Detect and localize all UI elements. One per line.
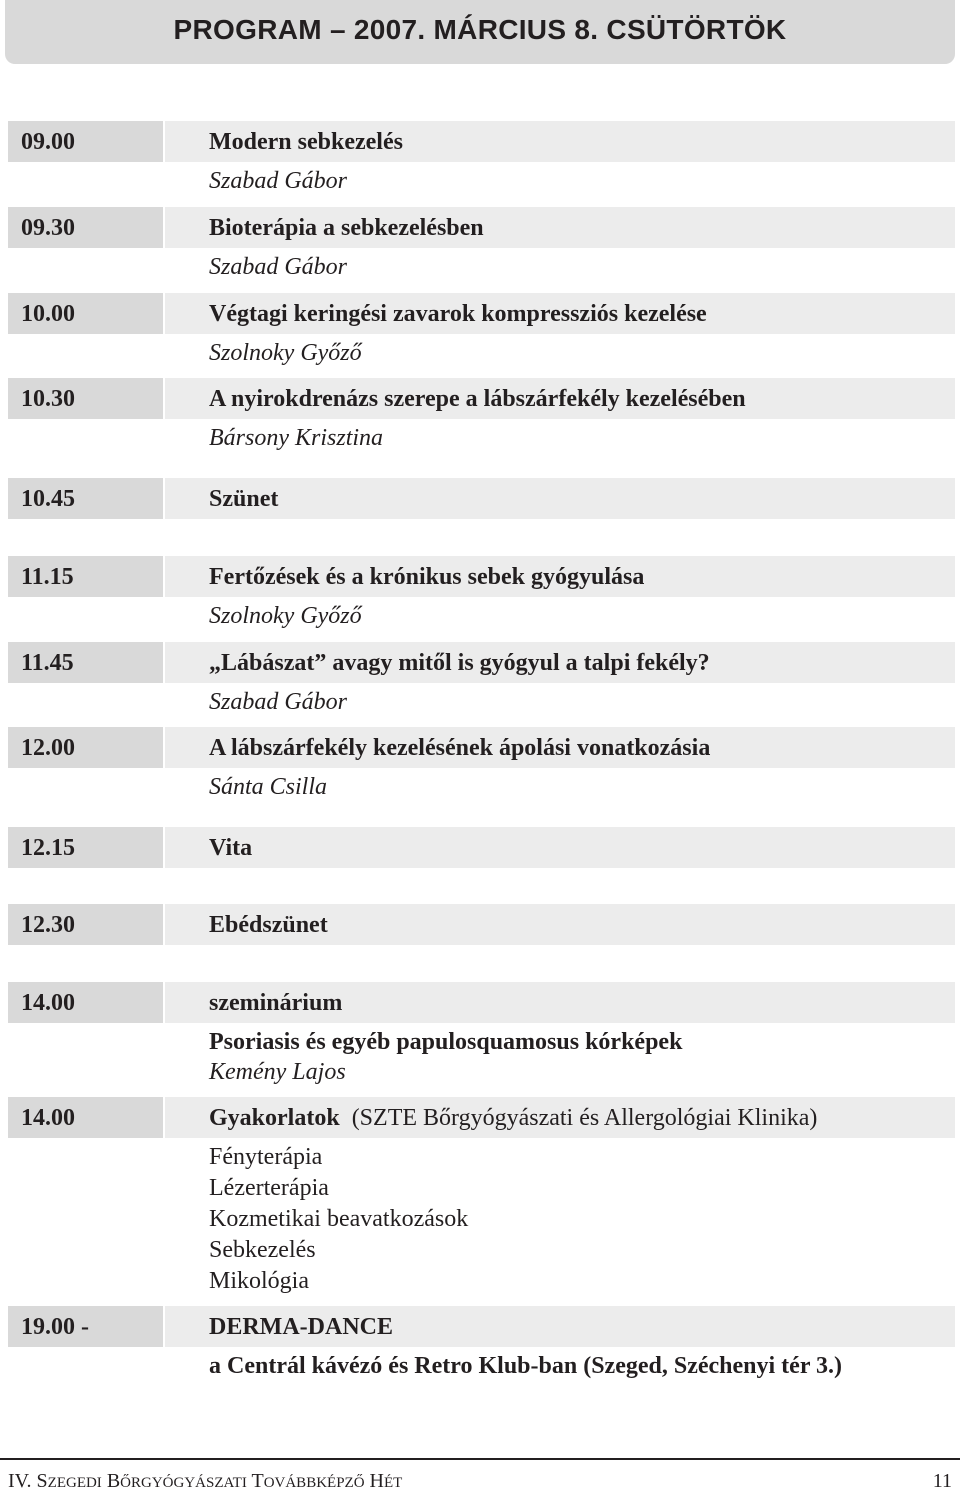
footer-word-rest: ŐRGYÓGYÁSZATI bbox=[120, 1475, 247, 1491]
session-title: „Lábászat” avagy mitől is gyógyul a talpi fekély? bbox=[209, 650, 710, 676]
footer-word-initial: T bbox=[251, 1470, 264, 1492]
session-subtitle: a Centrál kávézó és Retro Klub-ban (Szeged, Széchenyi tér 3.) bbox=[209, 1353, 843, 1379]
practice-item: Kozmetikai beavatkozások bbox=[209, 1206, 469, 1232]
title-cell bbox=[165, 727, 955, 768]
session-title bbox=[209, 1105, 817, 1131]
program-row bbox=[8, 827, 955, 868]
time-cell bbox=[8, 556, 163, 597]
time-cell bbox=[8, 121, 163, 162]
session-time: 11.15 bbox=[21, 564, 74, 590]
title-cell bbox=[165, 904, 955, 945]
footer-word-initial: B bbox=[106, 1470, 121, 1492]
session-time: 10.30 bbox=[21, 386, 75, 412]
time-cell bbox=[8, 727, 163, 768]
time-cell bbox=[8, 827, 163, 868]
session-title: Modern sebkezelés bbox=[209, 129, 403, 155]
session-time: 09.00 bbox=[21, 129, 75, 155]
practice-item: Lézerterápia bbox=[209, 1175, 329, 1201]
session-time: 12.15 bbox=[21, 835, 75, 861]
session-speaker: Szabad Gábor bbox=[209, 689, 348, 715]
footer-event-name bbox=[8, 1470, 402, 1494]
session-title-note: (SZTE Bőrgyógyászati és Allergológiai Klinika) bbox=[351, 1105, 818, 1131]
session-speaker: Szolnoky Győző bbox=[209, 340, 362, 366]
program-row bbox=[8, 478, 955, 519]
session-title: Szünet bbox=[209, 486, 279, 512]
session-time: 14.00 bbox=[21, 1105, 75, 1131]
session-speaker: Bársony Krisztina bbox=[209, 425, 384, 451]
time-cell bbox=[8, 1306, 163, 1347]
time-cell bbox=[8, 1097, 163, 1138]
footer-word-initial: H bbox=[369, 1470, 384, 1492]
page-title: PROGRAM – 2007. MÁRCIUS 8. CSÜTÖRTÖK bbox=[173, 14, 787, 45]
session-title: szeminárium bbox=[209, 990, 343, 1016]
page-number: 11 bbox=[932, 1470, 952, 1492]
title-cell bbox=[165, 478, 955, 519]
program-row bbox=[8, 556, 955, 597]
title-cell bbox=[165, 982, 955, 1023]
practice-item: Mikológia bbox=[209, 1268, 309, 1294]
session-title: A lábszárfekély kezelésének ápolási vonatkozásia bbox=[209, 735, 711, 761]
session-title: Végtagi keringési zavarok kompressziós kezelése bbox=[209, 301, 707, 327]
session-title: Vita bbox=[209, 835, 253, 861]
title-cell bbox=[165, 121, 955, 162]
session-time: 10.00 bbox=[21, 301, 75, 327]
session-speaker: Szolnoky Győző bbox=[209, 603, 362, 629]
session-time: 12.00 bbox=[21, 735, 75, 761]
session-time: 11.45 bbox=[21, 650, 74, 676]
time-cell bbox=[8, 478, 163, 519]
title-cell bbox=[165, 293, 955, 334]
time-cell bbox=[8, 904, 163, 945]
footer-word-initial: S bbox=[36, 1470, 48, 1492]
title-cell bbox=[165, 378, 955, 419]
session-time: 10.45 bbox=[21, 486, 75, 512]
program-row bbox=[8, 378, 955, 419]
program-row bbox=[8, 982, 955, 1023]
session-title: Bioterápia a sebkezelésben bbox=[209, 215, 484, 241]
session-title-text: Gyakorlatok bbox=[209, 1105, 340, 1131]
session-speaker: Szabad Gábor bbox=[209, 168, 348, 194]
title-cell bbox=[165, 827, 955, 868]
footer-roman: IV. bbox=[8, 1470, 32, 1492]
session-title: A nyirokdrenázs szerepe a lábszárfekély kezelésében bbox=[209, 386, 746, 412]
title-cell bbox=[165, 1097, 955, 1138]
session-title: Ebédszünet bbox=[209, 912, 328, 938]
program-row bbox=[8, 642, 955, 683]
footer-divider bbox=[0, 1458, 960, 1460]
session-speaker: Kemény Lajos bbox=[209, 1059, 346, 1085]
footer-word-rest: OVÁBBKÉPZŐ bbox=[263, 1475, 365, 1491]
title-cell bbox=[165, 556, 955, 597]
program-row bbox=[8, 1306, 955, 1347]
program-row bbox=[8, 1097, 955, 1138]
session-time: 12.30 bbox=[21, 912, 75, 938]
footer-word-rest: ÉT bbox=[383, 1475, 403, 1491]
program-row bbox=[8, 293, 955, 334]
time-cell bbox=[8, 293, 163, 334]
session-speaker: Szabad Gábor bbox=[209, 254, 348, 280]
time-cell bbox=[8, 982, 163, 1023]
time-cell bbox=[8, 378, 163, 419]
title-cell bbox=[165, 1306, 955, 1347]
program-row bbox=[8, 207, 955, 248]
title-cell bbox=[165, 207, 955, 248]
program-row bbox=[8, 904, 955, 945]
footer-word-rest: ZEGEDI bbox=[47, 1475, 102, 1491]
session-speaker: Sánta Csilla bbox=[209, 774, 328, 800]
session-time: 19.00 - bbox=[21, 1314, 89, 1340]
practice-item: Fényterápia bbox=[209, 1144, 323, 1170]
time-cell bbox=[8, 207, 163, 248]
session-subtitle: Psoriasis és egyéb papulosquamosus kórképek bbox=[209, 1029, 683, 1055]
practice-item: Sebkezelés bbox=[209, 1237, 316, 1263]
session-time: 09.30 bbox=[21, 215, 75, 241]
title-cell bbox=[165, 642, 955, 683]
session-title: Fertőzések és a krónikus sebek gyógyulása bbox=[209, 564, 645, 590]
page-header bbox=[5, 0, 955, 64]
time-cell bbox=[8, 642, 163, 683]
session-time: 14.00 bbox=[21, 990, 75, 1016]
session-title: DERMA-DANCE bbox=[209, 1314, 393, 1340]
program-row bbox=[8, 121, 955, 162]
program-row bbox=[8, 727, 955, 768]
